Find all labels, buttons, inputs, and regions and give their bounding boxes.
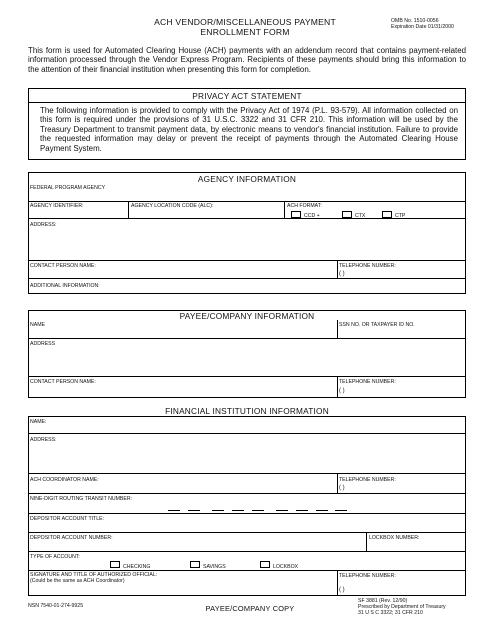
privacy-heading: PRIVACY ACT STATEMENT <box>192 91 302 101</box>
nsn-number: NSN 7540-01-274-9925 <box>28 603 84 609</box>
payee-name-label: NAME <box>30 322 45 328</box>
copy-label: PAYEE/COMPANY COPY <box>205 604 295 613</box>
agency-identifier-field[interactable] <box>29 202 127 218</box>
routing-digit-2 <box>188 510 200 511</box>
payee-telephone-field[interactable]: ( ) <box>339 388 345 394</box>
routing-digit-7 <box>296 510 308 511</box>
agency-address-field[interactable] <box>29 219 465 259</box>
fi-address-field[interactable] <box>29 434 465 472</box>
agency-location-code-field[interactable] <box>129 202 283 218</box>
expiration-date: Expiration Date 01/31/2000 <box>391 24 454 31</box>
payee-address-field[interactable] <box>29 339 465 375</box>
fi-name-label: NAME: <box>30 419 47 425</box>
payee-contact-label: CONTACT PERSON NAME: <box>30 379 96 385</box>
payee-telephone-label: TELEPHONE NUMBER: <box>339 379 396 385</box>
routing-digit-9 <box>335 510 347 511</box>
intro-paragraph: This form is used for Automated Clearing House (ACH) payments with an addendum record that contains payment-related information processed through the Vendor Express Program. Recipients of these payments should bring this information to the attention of their financial institution when presenting this form for completion. <box>28 46 466 74</box>
agency-telephone-label: TELEPHONE NUMBER: <box>339 263 396 269</box>
depositor-number-field[interactable] <box>29 533 365 550</box>
fi-row-divider <box>28 551 466 552</box>
account-type-label: TYPE OF ACCOUNT: <box>30 554 80 560</box>
ctx-checkbox[interactable] <box>342 211 352 218</box>
signature-telephone-label: TELEPHONE NUMBER: <box>339 573 396 579</box>
routing-digit-6 <box>276 510 288 511</box>
lockbox-number-field[interactable] <box>367 533 465 550</box>
agency-contact-label: CONTACT PERSON NAME: <box>30 263 96 269</box>
checking-label: CHECKING <box>123 564 151 570</box>
payee-address-label: ADDRESS <box>30 341 56 347</box>
ssn-field[interactable] <box>338 321 465 337</box>
signature-field[interactable] <box>29 571 336 595</box>
ach-coordinator-label: ACH COORDINATOR NAME: <box>30 477 99 483</box>
routing-digit-8 <box>316 510 328 511</box>
fi-name-field[interactable] <box>29 417 465 432</box>
additional-info-field[interactable] <box>29 279 465 293</box>
agency-contact-field[interactable] <box>29 261 336 277</box>
payee-name-field[interactable] <box>29 321 336 337</box>
depositor-number-label: DEPOSITOR ACCOUNT NUMBER: <box>30 535 113 541</box>
depositor-title-field[interactable] <box>29 514 465 531</box>
agency-divider-v3 <box>337 260 338 278</box>
fi-telephone-label: TELEPHONE NUMBER: <box>339 477 396 483</box>
fi-divider-v1 <box>337 473 338 493</box>
sf-info <box>358 598 446 616</box>
routing-number-label: NINE-DIGIT ROUTING TRANSIT NUMBER: <box>30 496 133 502</box>
checking-checkbox[interactable] <box>110 561 120 568</box>
signature-telephone-field[interactable]: ( ) <box>339 587 345 593</box>
omb-number: OMB No. 1510-0056 <box>391 18 439 24</box>
form-title-line1: ACH VENDOR/MISCELLANEOUS PAYMENT <box>154 17 336 27</box>
routing-number-field[interactable] <box>165 500 350 512</box>
fi-telephone-field[interactable]: ( ) <box>339 485 345 491</box>
ach-coordinator-field[interactable] <box>29 474 336 492</box>
ctp-label: CTP <box>395 213 406 219</box>
payee-divider-v2 <box>337 376 338 398</box>
ach-format-label: ACH FORMAT: <box>287 203 322 209</box>
signature-note: (Could be the same as ACH Coordinator) <box>30 578 125 584</box>
ctx-label: CTX <box>355 213 366 219</box>
sf-prescribed: Prescribed by Department of Treasury <box>358 604 446 610</box>
signature-label: SIGNATURE AND TITLE OF AUTHORIZED OFFICIAL: <box>30 572 158 578</box>
sf-citation: 31 U S C 3322; 31 CFR 210 <box>358 610 423 616</box>
agency-address-label: ADDRESS: <box>30 222 57 228</box>
ccd-plus-label: CCD + <box>304 213 320 219</box>
federal-program-agency-label: FEDERAL PROGRAM AGENCY <box>30 185 106 191</box>
financial-heading: FINANCIAL INSTITUTION INFORMATION <box>165 406 329 416</box>
payee-heading: PAYEE/COMPANY INFORMATION <box>179 311 315 321</box>
depositor-title-label: DEPOSITOR ACCOUNT TITLE: <box>30 516 105 522</box>
savings-label: SAVINGS <box>203 564 226 570</box>
ctp-checkbox[interactable] <box>382 211 392 218</box>
sf-form-number: SF 3881 (Rev. 12/90) <box>358 598 408 604</box>
agency-location-code-label: AGENCY LOCATION CODE (ALC): <box>131 203 214 209</box>
form-title-line2: ENROLLMENT FORM <box>200 27 290 37</box>
fi-row-divider <box>28 493 466 494</box>
agency-divider-v2 <box>284 201 285 218</box>
routing-digit-1 <box>168 510 180 511</box>
agency-telephone-field[interactable]: ( ) <box>339 271 345 277</box>
fi-divider-v3 <box>337 570 338 596</box>
additional-info-label: ADDITIONAL INFORMATION: <box>30 283 100 289</box>
agency-identifier-label: AGENCY IDENTIFIER: <box>30 203 84 209</box>
ccd-plus-checkbox[interactable] <box>291 211 301 218</box>
privacy-divider <box>28 102 466 103</box>
agency-heading: AGENCY INFORMATION <box>197 174 297 184</box>
routing-digit-5 <box>252 510 264 511</box>
privacy-text: The following information is provided to comply with the Privacy Act of 1974 (P.L. 93-579). All information collected on this form is required under the provisions of 31 U.S.C. 3322 and 31 CFR 210. This information will be used by the Treasury Department to transmit payment data, by electronic means to vendor's financial institution. Failure to provide the requested information may delay or prevent the receipt of payments through the Automated Clearing House Payment System. <box>40 106 458 153</box>
form-title <box>130 17 360 37</box>
ssn-label: SSN NO. OR TAXPAYER ID NO. <box>339 322 415 328</box>
routing-digit-3 <box>212 510 224 511</box>
fi-address-label: ADDRESS: <box>30 437 57 443</box>
routing-digit-4 <box>232 510 244 511</box>
savings-checkbox[interactable] <box>190 561 200 568</box>
lockbox-checkbox[interactable] <box>260 561 270 568</box>
lockbox-label: LOCKBOX <box>273 564 299 570</box>
payee-contact-field[interactable] <box>29 377 336 397</box>
lockbox-number-label: LOCKBOX NUMBER: <box>369 535 420 541</box>
omb-info <box>391 18 491 30</box>
federal-program-agency-field[interactable] <box>29 184 465 201</box>
